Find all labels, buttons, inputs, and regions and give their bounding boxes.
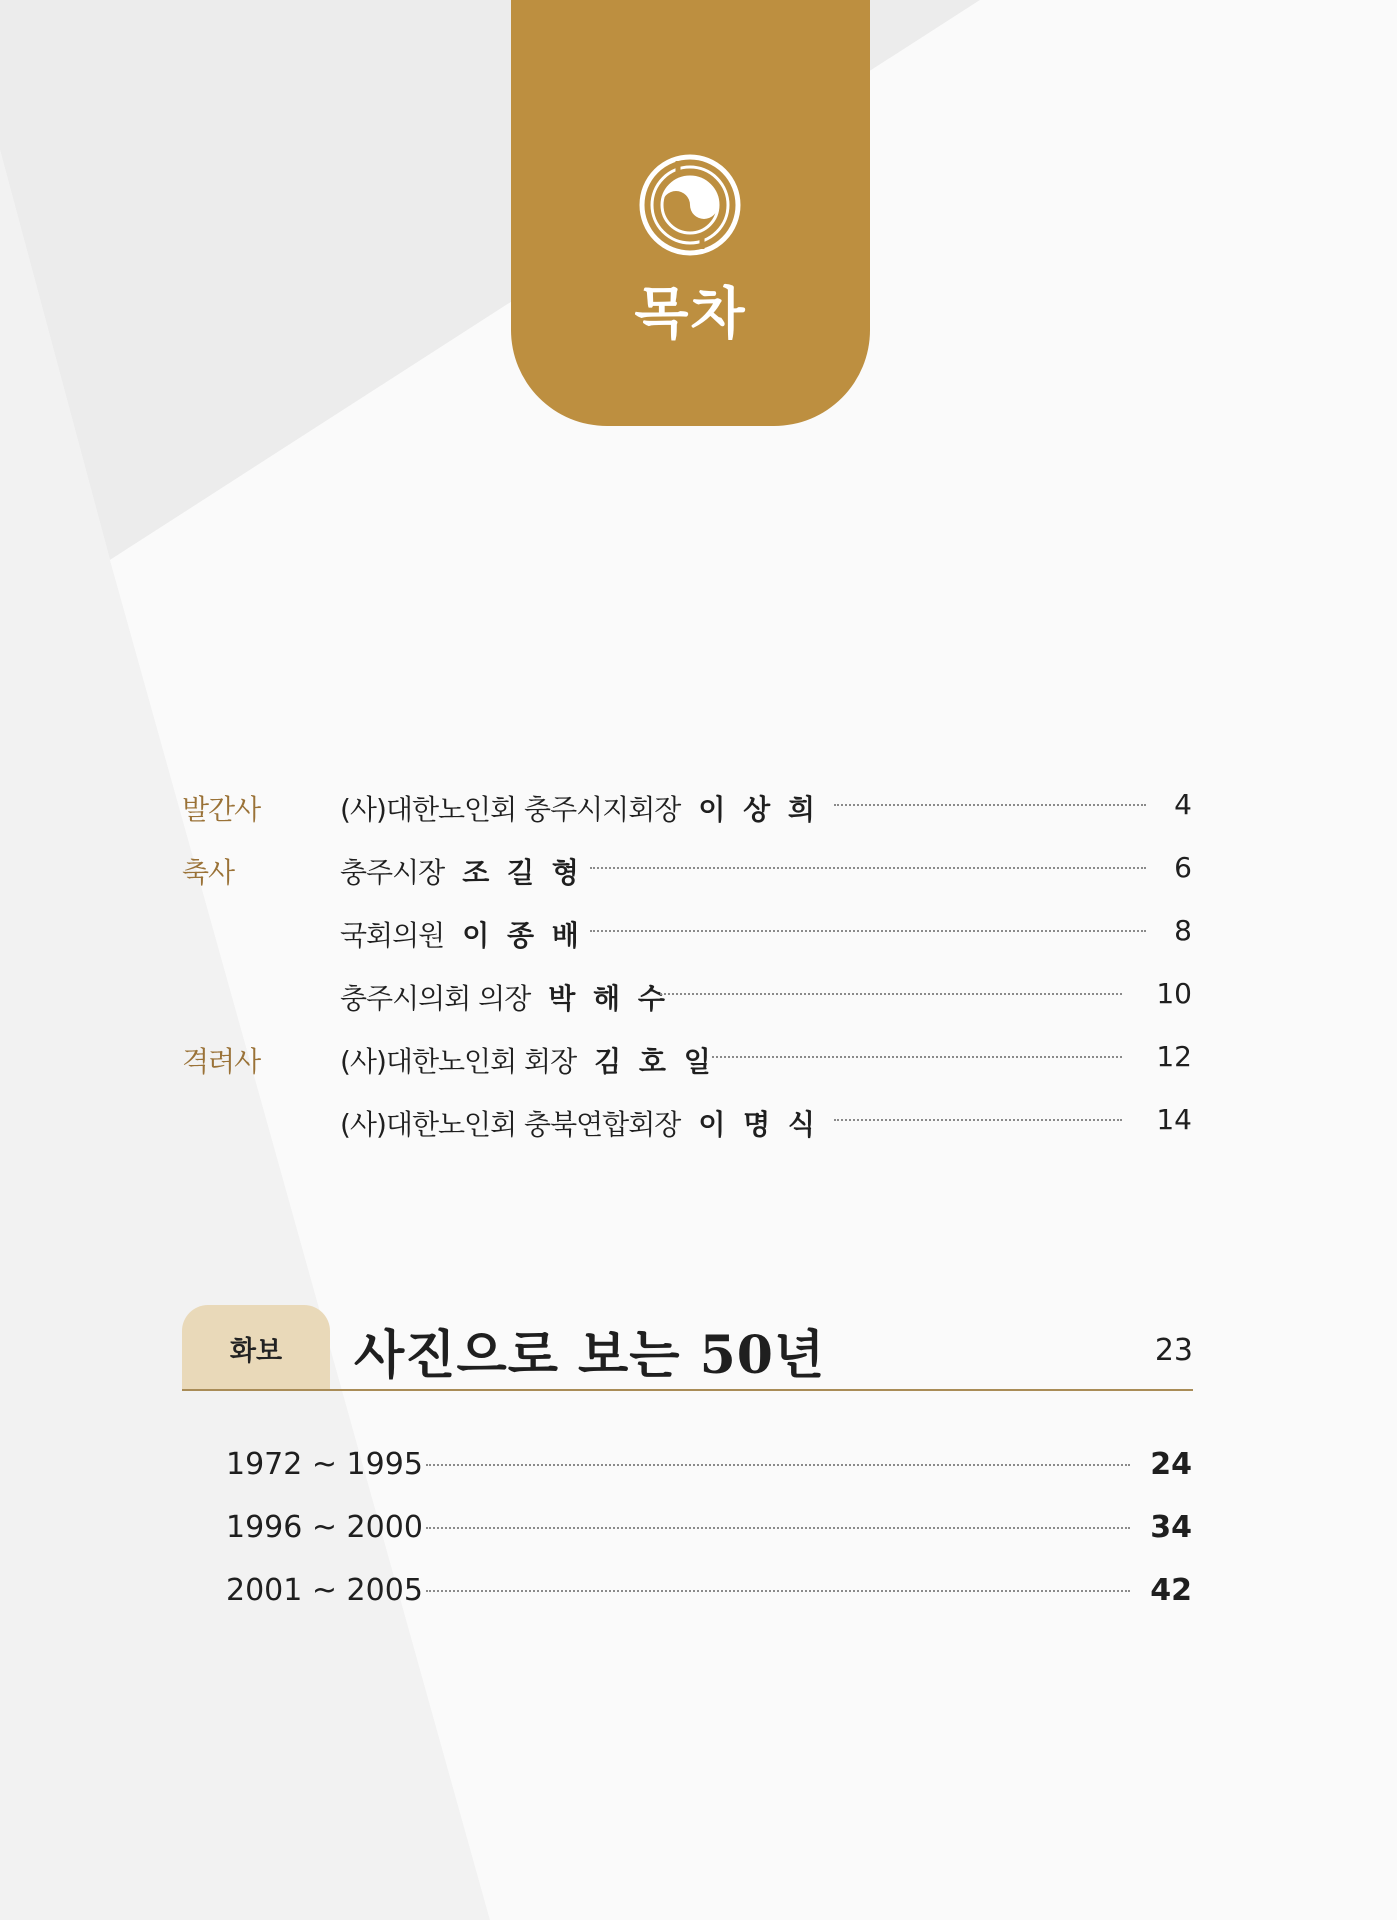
toc-title: 충주시의회 의장 박 해 수 — [340, 982, 669, 1015]
section-page-number: 23 — [1154, 1333, 1193, 1368]
year-page-number: 42 — [1150, 1573, 1192, 1608]
toc-row[interactable] — [182, 780, 1192, 828]
toc-author: 이 종 배 — [462, 919, 583, 952]
toc-title: (사)대한노인회 충북연합회장 이 명 식 — [340, 1108, 819, 1141]
dot-leader — [426, 1590, 1130, 1592]
header-tab — [511, 0, 870, 426]
toc-page-number: 4 — [1174, 788, 1192, 821]
toc-category: 격려사 — [182, 1045, 261, 1078]
page-title: 목차 — [634, 282, 747, 347]
year-range-row[interactable] — [226, 1502, 1192, 1550]
year-range: 2001 ~ 2005 — [226, 1573, 423, 1608]
toc-page-number: 12 — [1156, 1040, 1192, 1073]
toc-row[interactable] — [182, 969, 1192, 1017]
toc-title: 국회의원 이 종 배 — [340, 919, 583, 952]
toc-page-number: 10 — [1156, 977, 1192, 1010]
toc-row[interactable] — [182, 906, 1192, 954]
toc-page-number: 14 — [1156, 1103, 1192, 1136]
section-title: 사진으로 보는 50년 — [354, 1325, 826, 1386]
toc-title: (사)대한노인회 회장 김 호 일 — [340, 1045, 715, 1078]
year-range: 1996 ~ 2000 — [226, 1510, 423, 1545]
dot-leader — [712, 1056, 1122, 1058]
circular-taegeuk-emblem-icon — [638, 153, 742, 257]
dot-leader — [426, 1464, 1130, 1466]
dot-leader — [660, 993, 1122, 995]
dot-leader — [590, 867, 1146, 869]
year-page-number: 24 — [1150, 1447, 1192, 1482]
toc-row[interactable] — [182, 843, 1192, 891]
toc-category: 발간사 — [182, 793, 261, 826]
year-range-row[interactable] — [226, 1439, 1192, 1487]
toc-author: 이 명 식 — [698, 1108, 819, 1141]
dot-leader — [590, 930, 1146, 932]
toc-title: 충주시장 조 길 형 — [340, 856, 583, 889]
toc-page-number: 6 — [1174, 851, 1192, 884]
toc-page-number: 8 — [1174, 914, 1192, 947]
year-range-row[interactable] — [226, 1565, 1192, 1613]
toc-row[interactable] — [182, 1095, 1192, 1143]
section-tag-label: 화보 — [229, 1336, 283, 1367]
dot-leader — [834, 804, 1146, 806]
toc-author: 이 상 희 — [698, 793, 819, 826]
toc-author: 김 호 일 — [594, 1045, 715, 1078]
toc-author: 박 해 수 — [548, 982, 669, 1015]
section-tag — [182, 1305, 330, 1389]
year-range: 1972 ~ 1995 — [226, 1447, 423, 1482]
toc-author: 조 길 형 — [462, 856, 583, 889]
photo-section-header[interactable] — [182, 1305, 1193, 1390]
dot-leader — [834, 1119, 1122, 1121]
toc-title: (사)대한노인회 충주시지회장 이 상 희 — [340, 793, 819, 826]
toc-category: 축사 — [182, 856, 235, 889]
section-divider — [182, 1389, 1193, 1391]
year-page-number: 34 — [1150, 1510, 1192, 1545]
dot-leader — [426, 1527, 1130, 1529]
toc-row[interactable] — [182, 1032, 1192, 1080]
